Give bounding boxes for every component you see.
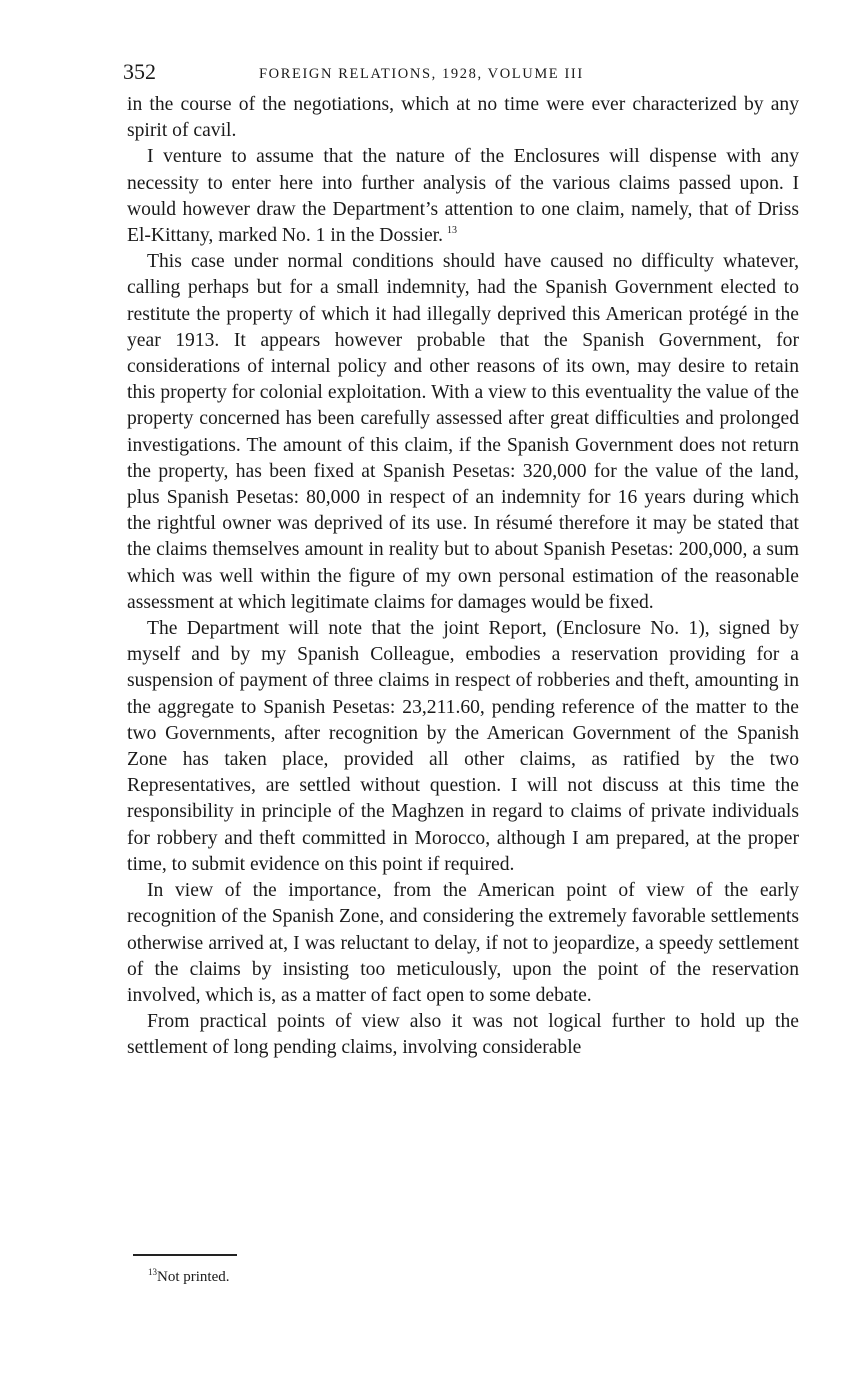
footnote	[148, 1266, 230, 1288]
paragraph-kittany-case: This case under normal conditions should have caused no difficulty whatever, calling perhaps but for a small indemnity, had the Spanish Government elected to restitute the property of which it had illegally deprived this American protégé in the year 1913. It appears however probable that the Spanish Government, for considerations of internal policy and other reasons of its own, may desire to retain this property for colonial exploitation. With a view to this eventuality the value of the property concerned has been carefully assessed after great difficulties and prolonged investigations. The amount of this claim, if the Spanish Government does not return the property, has been fixed at Spanish Pesetas: 320,000 for the value of the land, plus Spanish Pesetas: 80,000 in respect of an indemnity for 16 years during which the rightful owner was deprived of its use. In résumé therefore it may be stated that the claims themselves amount in reality but to about Spanish Pesetas: 200,000, a sum which was well within the figure of my own personal estimation of the reasonable assessment at which legitimate claims for damages would be fixed.	[127, 251, 799, 613]
footnote-number: 13	[148, 1267, 157, 1277]
running-head: FOREIGN RELATIONS, 1928, VOLUME III	[259, 66, 584, 82]
paragraph-joint-report: The Department will note that the joint Report, (Enclosure No. 1), signed by myself and by my Spanish Colleague, embodies a reservation providing for a suspension of payment of three claims in respect of robberies and theft, amounting in the aggregate to Spanish Pesetas: 23,211.60, pending reference of the matter to the two Governments, after recognition by the American Government of the Spanish Zone has taken place, provided all other claims, as ratified by the two Representatives, are settled without question. I will not discuss at this time the responsibility in principle of the Maghzen in regard to claims of private individuals for robbery and theft committed in Morocco, although I am prepared, at the proper time, to submit evidence on this point if required.	[127, 618, 799, 875]
paragraph-enclosures: I venture to assume that the nature of the Enclosures will dispense with any necessity to enter here into further analysis of the various claims passed upon. I would however draw the Department’s attention to one claim, namely, that of Driss El-Kittany, marked No. 1 in the Dossier. $^{13}$	[127, 146, 799, 247]
body-text	[127, 92, 799, 1062]
paragraph-practical-points: From practical points of view also it was not logical further to hold up the settlement of long pending claims, involving considerable	[127, 1011, 799, 1059]
document-page	[123, 58, 799, 1062]
footnote-reference: 13	[446, 225, 457, 237]
page-header	[123, 58, 799, 92]
paragraph-spanish-zone: In view of the importance, from the American point of view of the early recognition of the Spanish Zone, and considering the extremely favorable settlements otherwise arrived at, I was reluctant to delay, if not to jeopardize, a speedy settlement of the claims by insisting too meticulously, upon the point of the reservation involved, which is, as a matter of fact open to some debate.	[127, 880, 799, 1006]
footnote-divider	[133, 1254, 237, 1256]
page-number: 352	[123, 59, 156, 84]
footnote-text: Not printed.	[157, 1269, 230, 1285]
paragraph-continued: in the course of the negotiations, which at no time were ever characterized by any spirit of cavil.	[127, 94, 799, 142]
